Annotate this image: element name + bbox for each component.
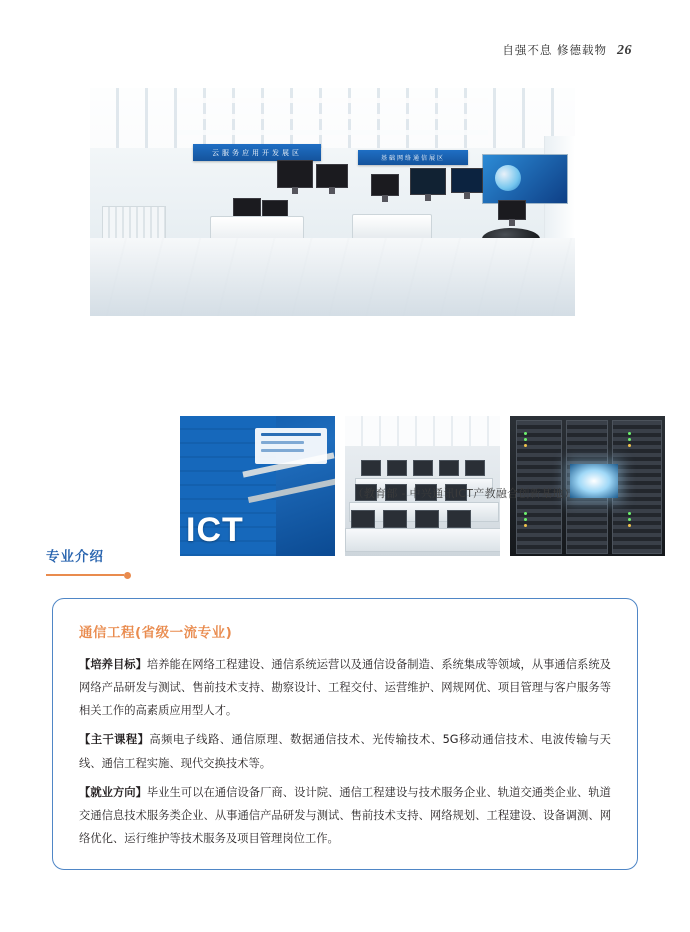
lab-computer bbox=[361, 460, 381, 476]
server-rack bbox=[612, 420, 662, 554]
photo-caption: （教育部 - 中兴通讯ICT产教融合创新基地） bbox=[352, 487, 575, 500]
lab-computer bbox=[413, 460, 433, 476]
major-name: 通信工程(省级一流专业) bbox=[79, 625, 233, 641]
sign-line-2 bbox=[261, 441, 304, 444]
status-led bbox=[628, 512, 631, 515]
hero-photo-lab-overview bbox=[90, 88, 575, 316]
major-paragraph-courses bbox=[79, 728, 611, 774]
entrance-sign bbox=[255, 428, 327, 464]
monitor bbox=[233, 198, 261, 218]
section-underline-accent bbox=[46, 574, 124, 576]
status-led bbox=[524, 512, 527, 515]
status-led bbox=[524, 432, 527, 435]
page-header bbox=[502, 42, 632, 59]
major-paragraph-objective bbox=[79, 653, 611, 722]
lab-computer bbox=[415, 510, 439, 528]
monitor bbox=[410, 168, 446, 195]
monitor bbox=[451, 168, 483, 193]
lab-computer bbox=[387, 460, 407, 476]
section-heading bbox=[46, 545, 646, 576]
lab-ceiling bbox=[345, 416, 500, 446]
monitor bbox=[498, 200, 526, 220]
exhibit-banner-network: 基础网络通信展区 bbox=[358, 150, 468, 165]
paragraph-text-careers: 毕业生可以在通信设备厂商、设计院、通信工程建设与技术服务企业、轨道交通类企业、轨道交通信息技术服务类企业、从事通信产品研发与测试、售前技术支持、网络规划、工程建设、设备调测、网络优化、运行维护等技术服务及项目管理岗位工作。 bbox=[79, 785, 611, 846]
paragraph-text-courses: 高频电子线路、通信原理、数据通信技术、光传输技术、5G移动通信技术、电波传输与天线、通信工程实施、现代交换技术等。 bbox=[79, 733, 611, 770]
status-led bbox=[628, 432, 631, 435]
rack-monitor-screen bbox=[570, 464, 618, 498]
sign-line-1 bbox=[261, 433, 321, 436]
lab-computer bbox=[439, 460, 459, 476]
photo-ceiling bbox=[90, 88, 575, 155]
paragraph-text-objective: 培养能在网络工程建设、通信系统运营以及通信设备制造、系统集成等领域，从事通信系统及网络产品研发与测试、售前技术支持、勘察设计、工程交付、运营维护、网规网优、项目管理与客户服务等相关工作的高素质应用型人才。 bbox=[79, 658, 611, 718]
lab-computer bbox=[351, 510, 375, 528]
monitor bbox=[316, 164, 348, 188]
lab-computer bbox=[383, 510, 407, 528]
page-motto: 自强不息 修德载物 bbox=[502, 43, 607, 57]
photo-floor bbox=[90, 238, 575, 316]
sign-line-3 bbox=[261, 449, 304, 452]
page-number: 26 bbox=[617, 43, 632, 58]
paragraph-label-courses: 【主干课程】 bbox=[79, 733, 150, 747]
monitor bbox=[277, 160, 313, 188]
paragraph-label-careers: 【就业方向】 bbox=[79, 785, 147, 799]
major-intro-card bbox=[52, 598, 638, 870]
exhibit-banner-cloud: 云服务应用开发展区 bbox=[193, 144, 321, 161]
wall-display-screen bbox=[482, 154, 568, 204]
ict-logo-text: ICT bbox=[186, 511, 244, 549]
major-paragraph-careers bbox=[79, 781, 611, 850]
section-title: 专业介绍 bbox=[46, 549, 104, 565]
monitor bbox=[371, 174, 399, 196]
lab-computer bbox=[447, 510, 471, 528]
paragraph-label-objective: 【培养目标】 bbox=[79, 658, 147, 671]
lab-computer bbox=[465, 460, 485, 476]
